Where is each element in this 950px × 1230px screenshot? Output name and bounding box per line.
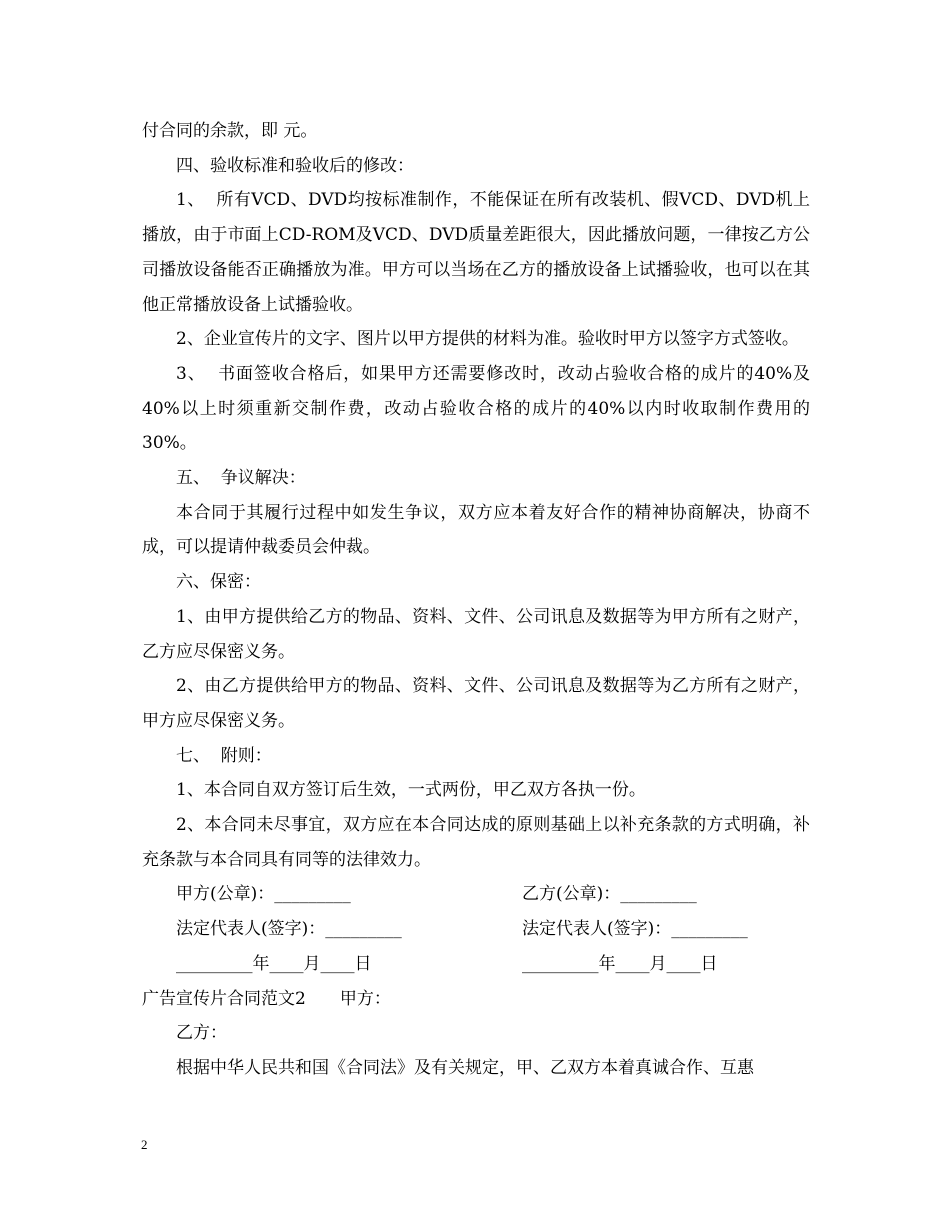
section-heading-confidentiality: 六、保密： <box>176 572 261 593</box>
section-heading-acceptance: 四、验收标准和验收后的修改： <box>176 155 414 176</box>
clause-effectiveness: 1、本合同自双方签订后生效，一式两份，甲乙双方各执一份。 <box>176 780 646 801</box>
paragraph-balance-payment: 付合同的余款，即 元。 <box>142 121 318 141</box>
clause-supplementary-terms: 2、本合同未尽事宜，双方应在本合同达成的原则基础上以补充条款的方式明确，补充条款与本合同具有同等的法律效力。 <box>142 815 810 870</box>
party-b-rep-field: 法定代表人(签字)：_________ <box>522 919 748 940</box>
party-a-date-field: _________年____月____日 <box>176 953 372 974</box>
page-number: 2 <box>141 1137 148 1152</box>
section-heading-dispute: 五、 争议解决： <box>176 468 306 489</box>
signature-date-row <box>142 947 810 982</box>
clause-confidentiality-a: 1、由甲方提供给乙方的物品、资料、文件、公司讯息及数据等为甲方所有之财产，乙方应尽保密义务。 <box>142 606 810 662</box>
party-b-date-field: _________年____月____日 <box>522 953 718 974</box>
second-contract-party-b: 乙方： <box>176 1023 227 1044</box>
document-body <box>142 114 810 1086</box>
clause-modification-fee: 3、 书面签收合格后，如果甲方还需要修改时，改动占验收合格的成片的40%及40%以上时须重新交制作费，改动占验收合格的成片的40%以内时收取制作费用的30%。 <box>142 363 810 454</box>
signature-rep-row <box>142 912 810 947</box>
section-heading-supplementary: 七、 附则： <box>176 745 272 766</box>
second-contract-title: 广告宣传片合同范文2 甲方： <box>142 988 391 1009</box>
party-a-seal-field: 甲方(公章)：_________ <box>176 884 351 905</box>
signature-seal-row <box>142 877 810 912</box>
second-contract-intro: 根据中华人民共和国《合同法》及有关规定，甲、乙双方本着真诚合作、互惠 <box>176 1057 754 1078</box>
clause-confidentiality-b: 2、由乙方提供给甲方的物品、资料、文件、公司讯息及数据等为乙方所有之财产，甲方应尽保密义务。 <box>142 676 810 731</box>
party-b-seal-field: 乙方(公章)：_________ <box>522 884 697 905</box>
clause-playback-standard: 1、 所有VCD、DVD均按标准制作，不能保证在所有改装机、假VCD、DVD机上播放，由于市面上CD-ROM及VCD、DVD质量差距很大，因此播放问题，一律按乙方公司播放设备能否正确播放为准。甲方可以当场在乙方的播放设备上试播验收，也可以在其他正常播放设备上试播验收。 <box>142 190 810 315</box>
clause-dispute-resolution: 本合同于其履行过程中如发生争议，双方应本着友好合作的精神协商解决，协商不成，可以提请仲裁委员会仲裁。 <box>142 502 810 558</box>
party-a-rep-field: 法定代表人(签字)：_________ <box>176 919 402 940</box>
clause-materials: 2、企业宣传片的文字、图片以甲方提供的材料为准。验收时甲方以签字方式签收。 <box>176 329 799 350</box>
